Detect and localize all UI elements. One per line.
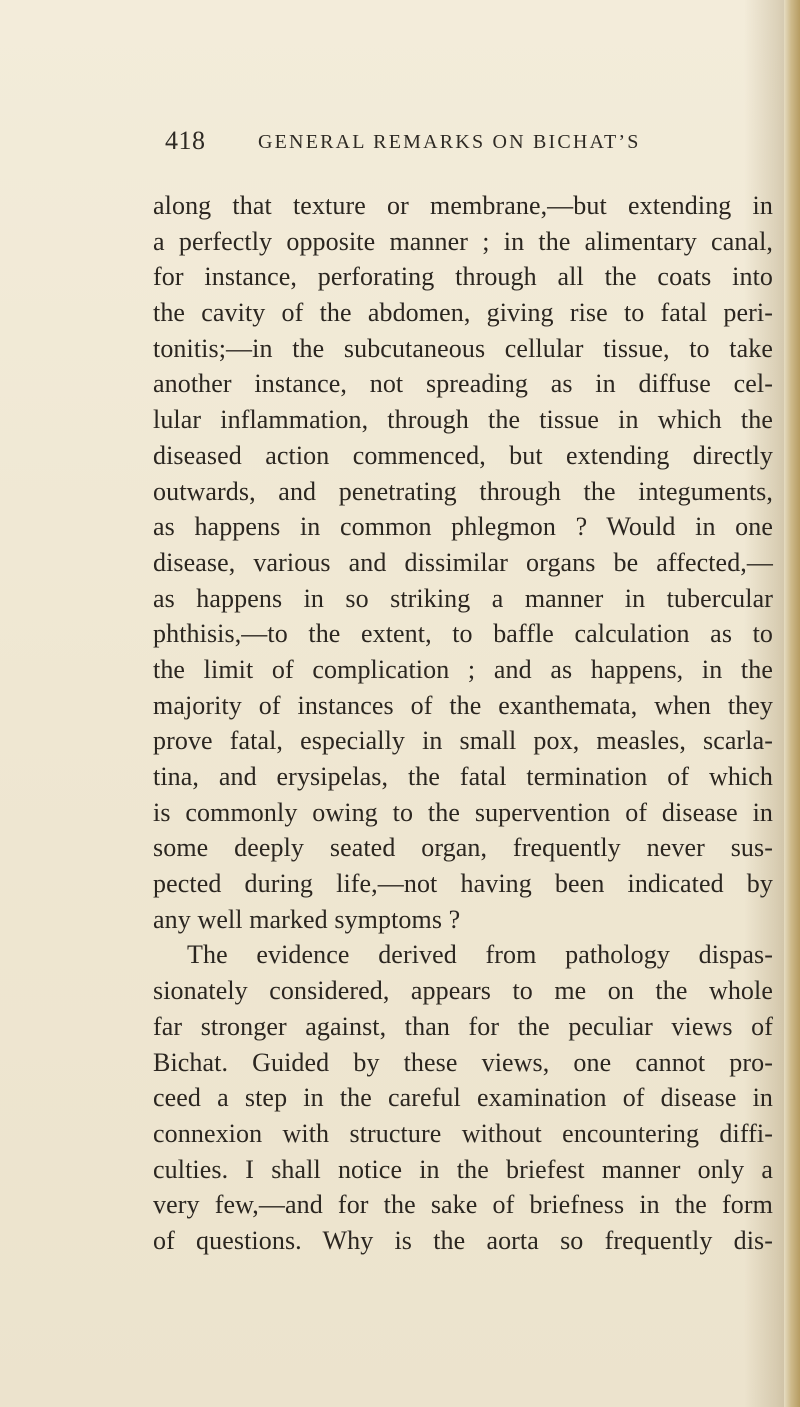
- text-line: the limit of complication ; and as happens, in the: [153, 654, 773, 684]
- text-line: sionately considered, appears to me on the whole: [153, 976, 773, 1006]
- text-line: a perfectly opposite manner ; in the alimentary canal,: [153, 226, 773, 256]
- text-line: tina, and erysipelas, the fatal termination of which: [153, 762, 773, 791]
- body-text: [153, 188, 773, 1259]
- text-line: another instance, not spreading as in diffuse cel-: [153, 369, 773, 399]
- text-line: far stronger against, than for the peculiar views of: [153, 1011, 773, 1041]
- text-line: tonitis;—in the subcutaneous cellular tissue, to take: [153, 333, 773, 363]
- text-line: the cavity of the abdomen, giving rise to fatal peri-: [153, 298, 773, 328]
- text-line: along that texture or membrane,—but extending in: [153, 191, 773, 220]
- text-line: as happens in common phlegmon ? Would in one: [153, 512, 773, 542]
- text-line: Bichat. Guided by these views, one cannot pro-: [153, 1047, 773, 1077]
- text-line: for instance, perforating through all the coats into: [153, 262, 773, 292]
- text-line: disease, various and dissimilar organs be affected,—: [153, 547, 773, 577]
- text-line: The evidence derived from pathology dispas-: [187, 940, 773, 970]
- text-line: culties. I shall notice in the briefest manner only a: [153, 1154, 773, 1184]
- text-line: connexion with structure without encountering diffi-: [153, 1118, 773, 1148]
- text-line: prove fatal, especially in small pox, measles, scarla-: [153, 726, 773, 756]
- text-line: very few,—and for the sake of briefness in the form: [153, 1190, 773, 1220]
- text-line: as happens in so striking a manner in tubercular: [153, 583, 773, 613]
- page-edge-shadow: [784, 0, 800, 1407]
- text-line: phthisis,—to the extent, to baffle calculation as to: [153, 619, 773, 649]
- page-number: 418: [165, 126, 206, 155]
- page-header: [165, 126, 765, 166]
- text-line: is commonly owing to the supervention of disease in: [153, 797, 773, 827]
- text-line: pected during life,—not having been indicated by: [153, 869, 773, 899]
- running-head: GENERAL REMARKS ON BICHAT’S: [258, 131, 641, 153]
- text-line: majority of instances of the exanthemata, when they: [153, 690, 773, 720]
- text-line: outwards, and penetrating through the integuments,: [153, 476, 773, 506]
- text-line: of questions. Why is the aorta so frequently dis-: [153, 1225, 773, 1255]
- text-line: some deeply seated organ, frequently never sus-: [153, 833, 773, 863]
- text-line: lular inflammation, through the tissue in which the: [153, 405, 773, 435]
- text-line: ceed a step in the careful examination of disease in: [153, 1083, 773, 1113]
- text-line: any well marked symptoms ?: [153, 904, 461, 934]
- text-line: diseased action commenced, but extending directly: [153, 440, 773, 470]
